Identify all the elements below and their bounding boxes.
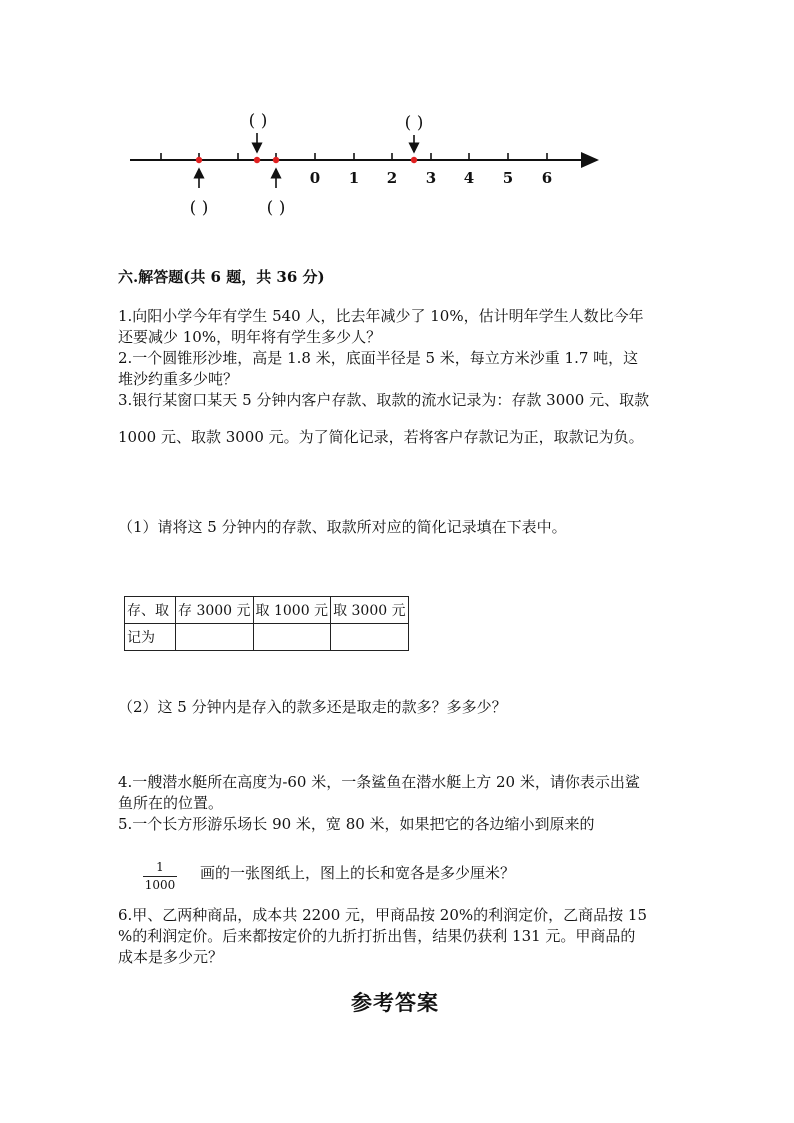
table-cell: 取 3000 元	[331, 597, 409, 624]
question-2-line-2: 堆沙约重多少吨？	[118, 370, 239, 388]
answer-section-title: 参考答案	[351, 990, 439, 1015]
question-2-line-1: 2.一个圆锥形沙堆，高是 1.8 米，底面半径是 5 米，每立方米沙重 1.7 吨，这	[118, 349, 639, 367]
fraction-denominator: 1000	[144, 878, 176, 892]
table-cell: 存 3000 元	[176, 597, 254, 624]
point-a	[196, 157, 202, 163]
question-5-line-1: 5.一个长方形游乐场长 90 米，宽 80 米，如果把它的各边缩小到原来的	[118, 815, 595, 833]
fraction-bar	[143, 876, 177, 877]
question-3-line-1: 3.银行某窗口某天 5 分钟内客户存款、取款的流水记录为：存款 3000 元、取款	[118, 391, 650, 409]
table-cell-blank	[331, 624, 409, 651]
tick-label: 5	[502, 169, 514, 187]
question-3-part-2: （2）这 5 分钟内是存入的款多还是取走的款多？多多少？	[118, 698, 507, 716]
number-line-ticks	[161, 153, 547, 160]
question-1-line-2: 还要减少 10%，明年将有学生多少人？	[118, 328, 382, 346]
point-b	[254, 157, 260, 163]
question-6-line-3: 成本是多少元？	[118, 948, 224, 966]
question-3-line-2: 1000 元、取款 3000 元。为了简化记录，若将客户存款记为正，取款记为负。	[118, 428, 644, 446]
table-cell-blank	[253, 624, 331, 651]
question-1-line-1: 1.向阳小学今年有学生 540 人，比去年减少了 10%，估计明年学生人数比今年	[118, 307, 644, 325]
question-4-line-1: 4.一艘潜水艇所在高度为-60 米，一条鲨鱼在潜水艇上方 20 米，请你表示出鲨	[118, 773, 640, 791]
answer-blank: ( )	[404, 113, 424, 133]
record-table	[124, 596, 409, 651]
question-5-line-2: 画的一张图纸上，图上的长和宽各是多少厘米？	[200, 864, 516, 882]
table-row	[125, 597, 409, 624]
tick-label: 6	[541, 169, 553, 187]
table-row	[125, 624, 409, 651]
tick-label: 3	[425, 169, 437, 187]
table-cell: 记为	[125, 624, 176, 651]
answer-blank: ( )	[266, 198, 286, 218]
section-title: 六.解答题(共 6 题，共 36 分)	[118, 268, 325, 286]
tick-label: 0	[309, 169, 321, 187]
number-line-figure	[0, 0, 794, 230]
question-3-part-1: （1）请将这 5 分钟内的存款、取款所对应的简化记录填在下表中。	[118, 518, 567, 536]
tick-label: 2	[386, 169, 398, 187]
fraction-numerator: 1	[156, 860, 164, 874]
table-cell: 存、取	[125, 597, 176, 624]
question-6-line-2: %的利润定价。后来都按定价的九折打折出售，结果仍获利 131 元。甲商品的	[118, 927, 636, 945]
point-d	[411, 157, 417, 163]
tick-label: 4	[463, 169, 475, 187]
table-cell-blank	[176, 624, 254, 651]
point-c	[273, 157, 279, 163]
fraction	[143, 860, 177, 893]
table-cell: 取 1000 元	[253, 597, 331, 624]
question-4-line-2: 鱼所在的位置。	[118, 794, 224, 812]
tick-label: 1	[348, 169, 360, 187]
answer-blank: ( )	[248, 111, 268, 131]
answer-blank: ( )	[189, 198, 209, 218]
question-6-line-1: 6.甲、乙两种商品，成本共 2200 元，甲商品按 20%的利润定价，乙商品按 15	[118, 906, 647, 924]
